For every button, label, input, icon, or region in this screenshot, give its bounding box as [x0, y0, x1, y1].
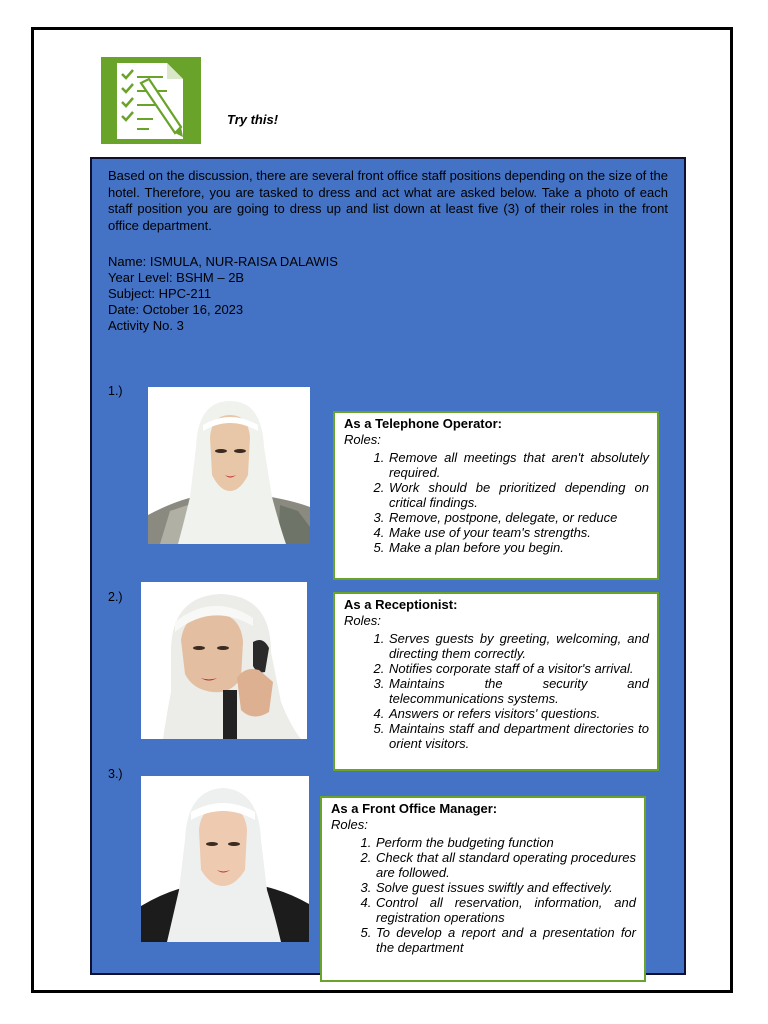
role-item: 3. Maintains the security and telecommunications systems. — [388, 676, 649, 706]
role-item: 1. Serves guests by greeting, welcoming, and directing them correctly. — [388, 631, 649, 661]
roles-label: Roles: — [344, 613, 381, 628]
role-item: 2. Work should be prioritized depending on critical findings. — [388, 480, 649, 510]
role-title: As a Receptionist: — [344, 597, 458, 612]
roles-label: Roles: — [344, 432, 381, 447]
item-number-2: 2.) — [108, 590, 123, 604]
receptionist-photo — [141, 582, 307, 739]
item-number-1: 1.) — [108, 384, 123, 398]
front-office-manager-photo — [141, 776, 309, 942]
role-item: 4. Make use of your team's strengths. — [388, 525, 649, 540]
student-name: Name: ISMULA, NUR-RAISA DALAWIS — [108, 254, 338, 269]
telephone-operator-roles-box — [333, 411, 659, 580]
role-item: 2. Check that all standard operating procedures are followed. — [375, 850, 636, 880]
document-pen-checklist-icon — [101, 57, 201, 144]
roles-label: Roles: — [331, 817, 368, 832]
activity-number: Activity No. 3 — [108, 318, 184, 333]
try-this-heading: Try this! — [227, 112, 279, 127]
role-title: As a Telephone Operator: — [344, 416, 502, 431]
role-item: 3. Remove, postpone, delegate, or reduce — [388, 510, 649, 525]
role-item: 5. Make a plan before you begin. — [388, 540, 649, 555]
receptionist-roles-box — [333, 592, 659, 771]
role-item: 5. To develop a report and a presentation for the department — [375, 925, 636, 955]
subject: Subject: HPC-211 — [108, 286, 212, 301]
role-item: 4. Answers or refers visitors' questions. — [388, 706, 649, 721]
date: Date: October 16, 2023 — [108, 302, 244, 317]
instructions-text: Based on the discussion, there are several front office staff positions depending on the size of the hotel. Therefore, you are tasked to dress and act what are asked below. Take a photo of each staff position you are going to dress up and list down at least five (3) of their roles in the front office department. — [108, 168, 668, 233]
role-item: 3. Solve guest issues swiftly and effectively. — [375, 880, 636, 895]
role-item: 5. Maintains staff and department directories to orient visitors. — [388, 721, 649, 751]
telephone-operator-photo — [148, 387, 310, 544]
item-number-3: 3.) — [108, 767, 123, 781]
role-item: 2. Notifies corporate staff of a visitor's arrival. — [388, 661, 649, 676]
role-item: 4. Control all reservation, information, and registration operations — [375, 895, 636, 925]
role-item: 1. Perform the budgeting function — [375, 835, 636, 850]
year-level: Year Level: BSHM – 2B — [108, 270, 245, 285]
front-office-manager-roles-box — [320, 796, 646, 982]
role-item: 1. Remove all meetings that aren't absolutely required. — [388, 450, 649, 480]
role-title: As a Front Office Manager: — [331, 801, 498, 816]
